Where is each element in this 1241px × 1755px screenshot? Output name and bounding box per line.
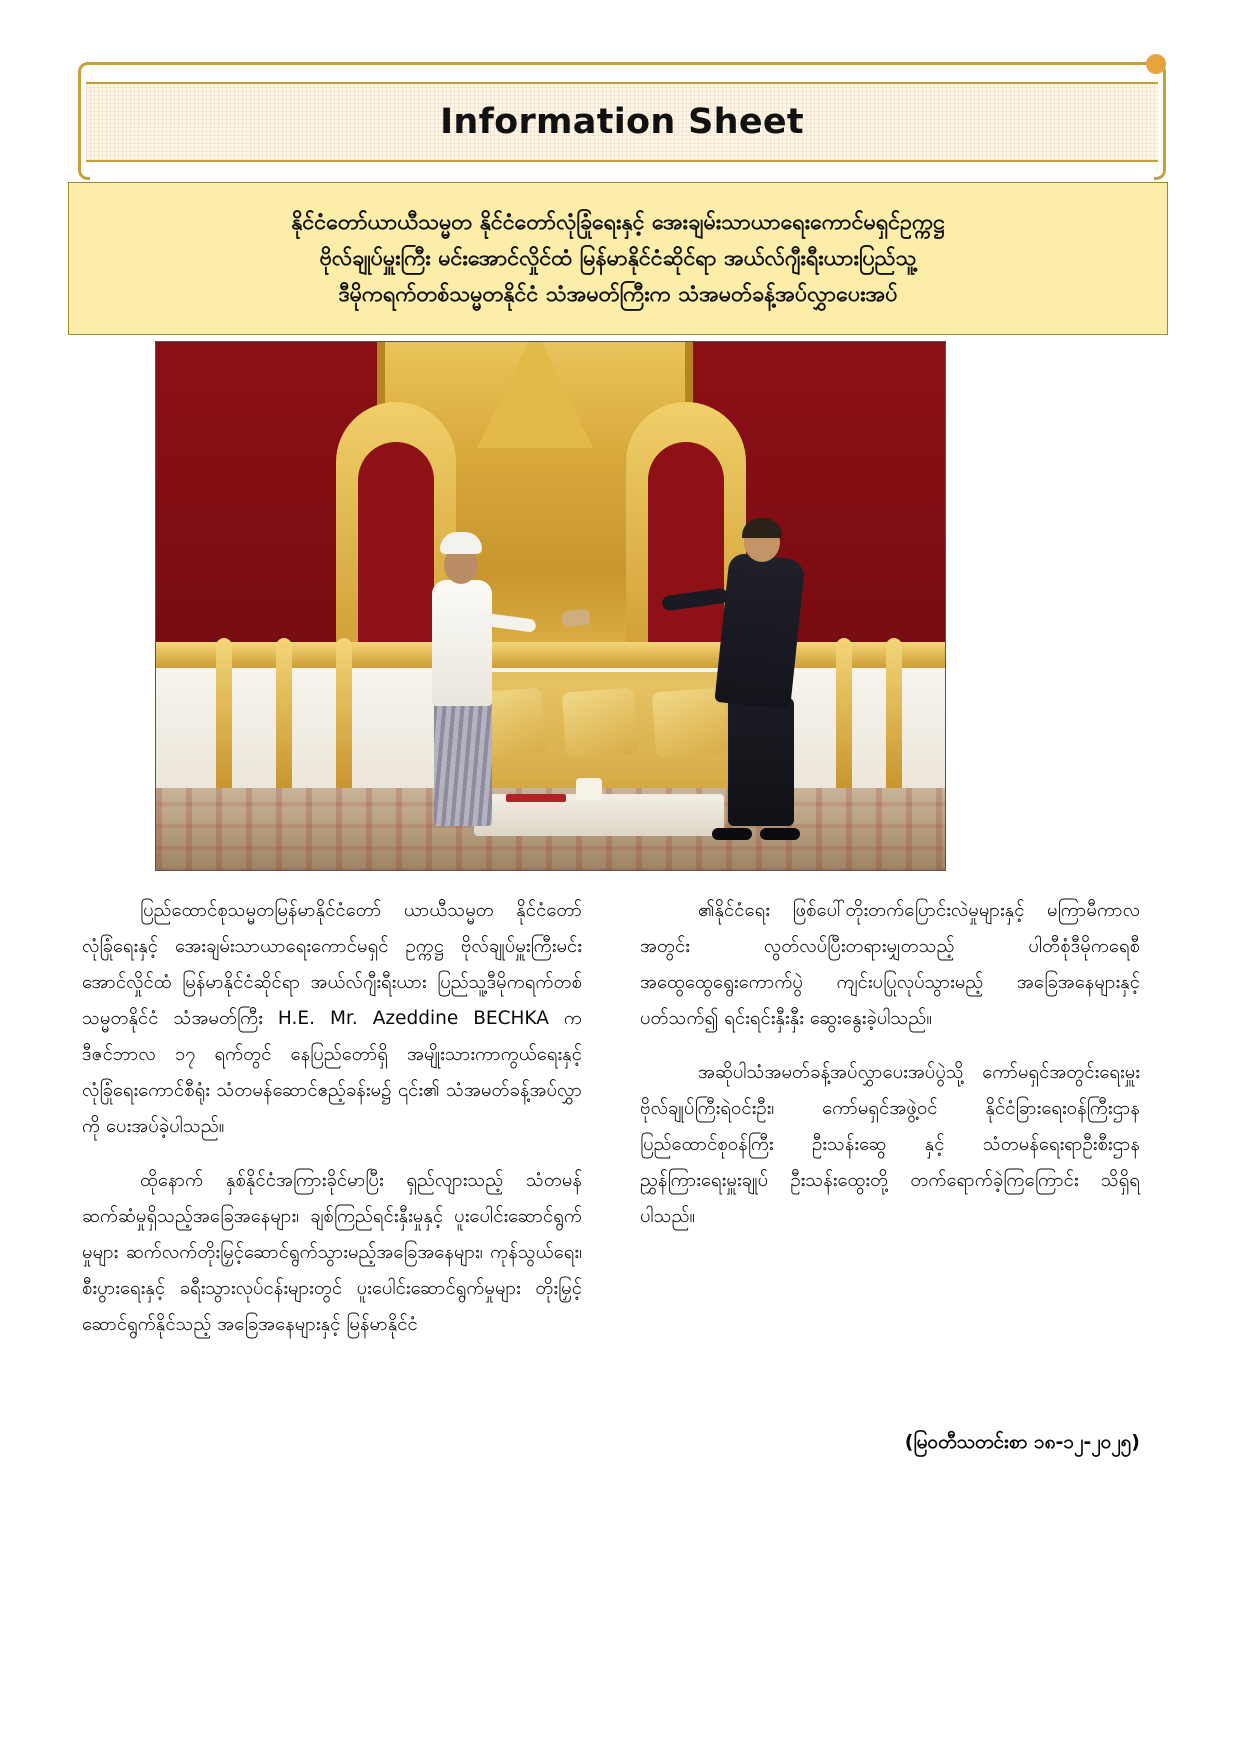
photo-post-2: [276, 638, 292, 788]
photo-figure-right-legs: [728, 698, 794, 826]
body-column-left: [82, 893, 582, 1361]
headline-line-2: ဗိုလ်ချုပ်မှူးကြီး မင်းအောင်လှိုင်ထံ မြန်မာနိုင်ငံဆိုင်ရာ အယ်လ်ဂျီးရီးယားပြည်သူ့: [319, 245, 917, 271]
photo-post-5: [886, 638, 902, 788]
photo-figure-left: [418, 524, 504, 829]
headline-box: [68, 182, 1168, 335]
paragraph: ထိုနောက် နှစ်နိုင်ငံအကြားခိုင်မာပြီး ရှည်လျားသည့် သံတမန်ဆက်ဆံမှုရှိသည့်အခြေအနေများ၊ ချစ်ကြည်ရင်းနှီးမှုနှင့် ပူးပေါင်းဆောင်ရွက်မှုများ ဆက်လက်တိုးမြှင့်ဆောင်ရွက်သွားမည့်အခြေအနေများ၊ ကုန်သွယ်ရေး၊ စီးပွားရေးနှင့် ခရီးသွားလုပ်ငန်းများတွင် ပူးပေါင်းဆောင်ရွက်မှုများ တိုးမြှင့်ဆောင်ရွက်နိုင်သည့် အခြေအနေများနှင့် မြန်မာနိုင်ငံ: [82, 1170, 582, 1335]
photo-handshake: [561, 609, 591, 628]
header-banner: [86, 82, 1158, 162]
headline-line-3: ဒီမိုကရက်တစ်သမ္မတနိုင်ငံ သံအမတ်ကြီးက သံအမတ်ခန့်အပ်လွှာပေးအပ်: [338, 281, 898, 307]
photo-figure-right-hair: [742, 518, 782, 538]
photo-post-3: [336, 638, 352, 788]
photo-throne-spire: [477, 341, 593, 448]
photo-figure-left-jacket: [432, 580, 492, 706]
photo-gold-rail: [156, 642, 945, 668]
photo-post-1: [216, 638, 232, 788]
headline-line-1: နိုင်ငံတော်ယာယီသမ္မတ နိုင်ငံတော်လုံခြုံရေးနှင့် အေးချမ်းသာယာရေးကောင်မရှင်ဥက္ကဋ္ဌ: [291, 209, 945, 235]
photo-figure-left-headwear: [440, 532, 482, 554]
page-title: Information Sheet: [440, 102, 804, 142]
photo-shoe-left: [712, 828, 752, 840]
photo-table-document: [506, 794, 566, 802]
frame-top-rule: [86, 62, 1166, 71]
photo-shoe-right: [760, 828, 800, 840]
photo-cushion-2: [562, 688, 638, 759]
source-credit: (မြဝတီသတင်းစာ ၁၈-၁၂-၂၀၂၅): [904, 1431, 1140, 1453]
body-column-right: [640, 893, 1140, 1253]
photo-figure-right-suit: [714, 552, 805, 709]
photo-table-object: [576, 778, 602, 800]
paragraph: ၏နိုင်ငံရေး ဖြစ်ပေါ်တိုးတက်ပြောင်းလဲမှုများနှင့် မကြာမီကာလအတွင်း လွတ်လပ်ပြီးတရားမျှတသည့် ပါတီစုံဒီမိုကရေစီအထွေထွေရွေးကောက်ပွဲ ကျင်းပပြုလုပ်သွားမည့် အခြေအနေများနှင့်ပတ်သက်၍ ရင်းရင်းနှီးနှီး ဆွေးနွေးခဲ့ပါသည်။: [640, 900, 1140, 1029]
paragraph: ပြည်ထောင်စုသမ္မတမြန်မာနိုင်ငံတော် ယာယီသမ္မတ နိုင်ငံတော်လုံခြုံရေးနှင့် အေးချမ်းသာယာရေးကောင်မရှင် ဥက္ကဋ္ဌ ဗိုလ်ချုပ်မှူးကြီးမင်းအောင်လှိုင်ထံ မြန်မာနိုင်ငံဆိုင်ရာ အယ်လ်ဂျီးရီးယား ပြည်သူ့ဒီမိုကရက်တစ်သမ္မတနိုင်ငံ သံအမတ်ကြီး H.E. Mr. Azeddine BECHKA က ဒီဇင်ဘာလ ၁၇ ရက်တွင် နေပြည်တော်ရှိ အမျိုးသားကာကွယ်ရေးနှင့် လုံခြုံရေးကောင်စီရုံး သံတမန်ဆောင်ဧည့်ခန်းမ၌ ၎င်း၏ သံအမတ်ခန့်အပ်လွှာကို ပေးအပ်ခဲ့ပါသည်။: [82, 900, 582, 1137]
photo-figure-left-longyi: [434, 700, 492, 826]
paragraph: အဆိုပါသံအမတ်ခန့်အပ်လွှာပေးအပ်ပွဲသို့ ကော်မရှင်အတွင်းရေးမှူး ဗိုလ်ချုပ်ကြီးရဲဝင်းဦး၊ ကော်မရှင်အဖွဲ့ဝင် နိုင်ငံခြားရေးဝန်ကြီးဌာန ပြည်ထောင်စုဝန်ကြီး ဦးသန်းဆွေ နှင့် သံတမန်ရေးရာဦးစီးဌာန ညွှန်ကြားရေးမှူးချုပ် ဦးသန်းထွေးတို့ တက်ရောက်ခဲ့ကြကြောင်း သိရှိရပါသည်။: [640, 1062, 1140, 1227]
photo-post-4: [836, 638, 852, 788]
frame-corner-dot-icon: [1146, 54, 1166, 74]
ceremony-photo: [155, 341, 946, 871]
photo-figure-right: [704, 518, 814, 836]
